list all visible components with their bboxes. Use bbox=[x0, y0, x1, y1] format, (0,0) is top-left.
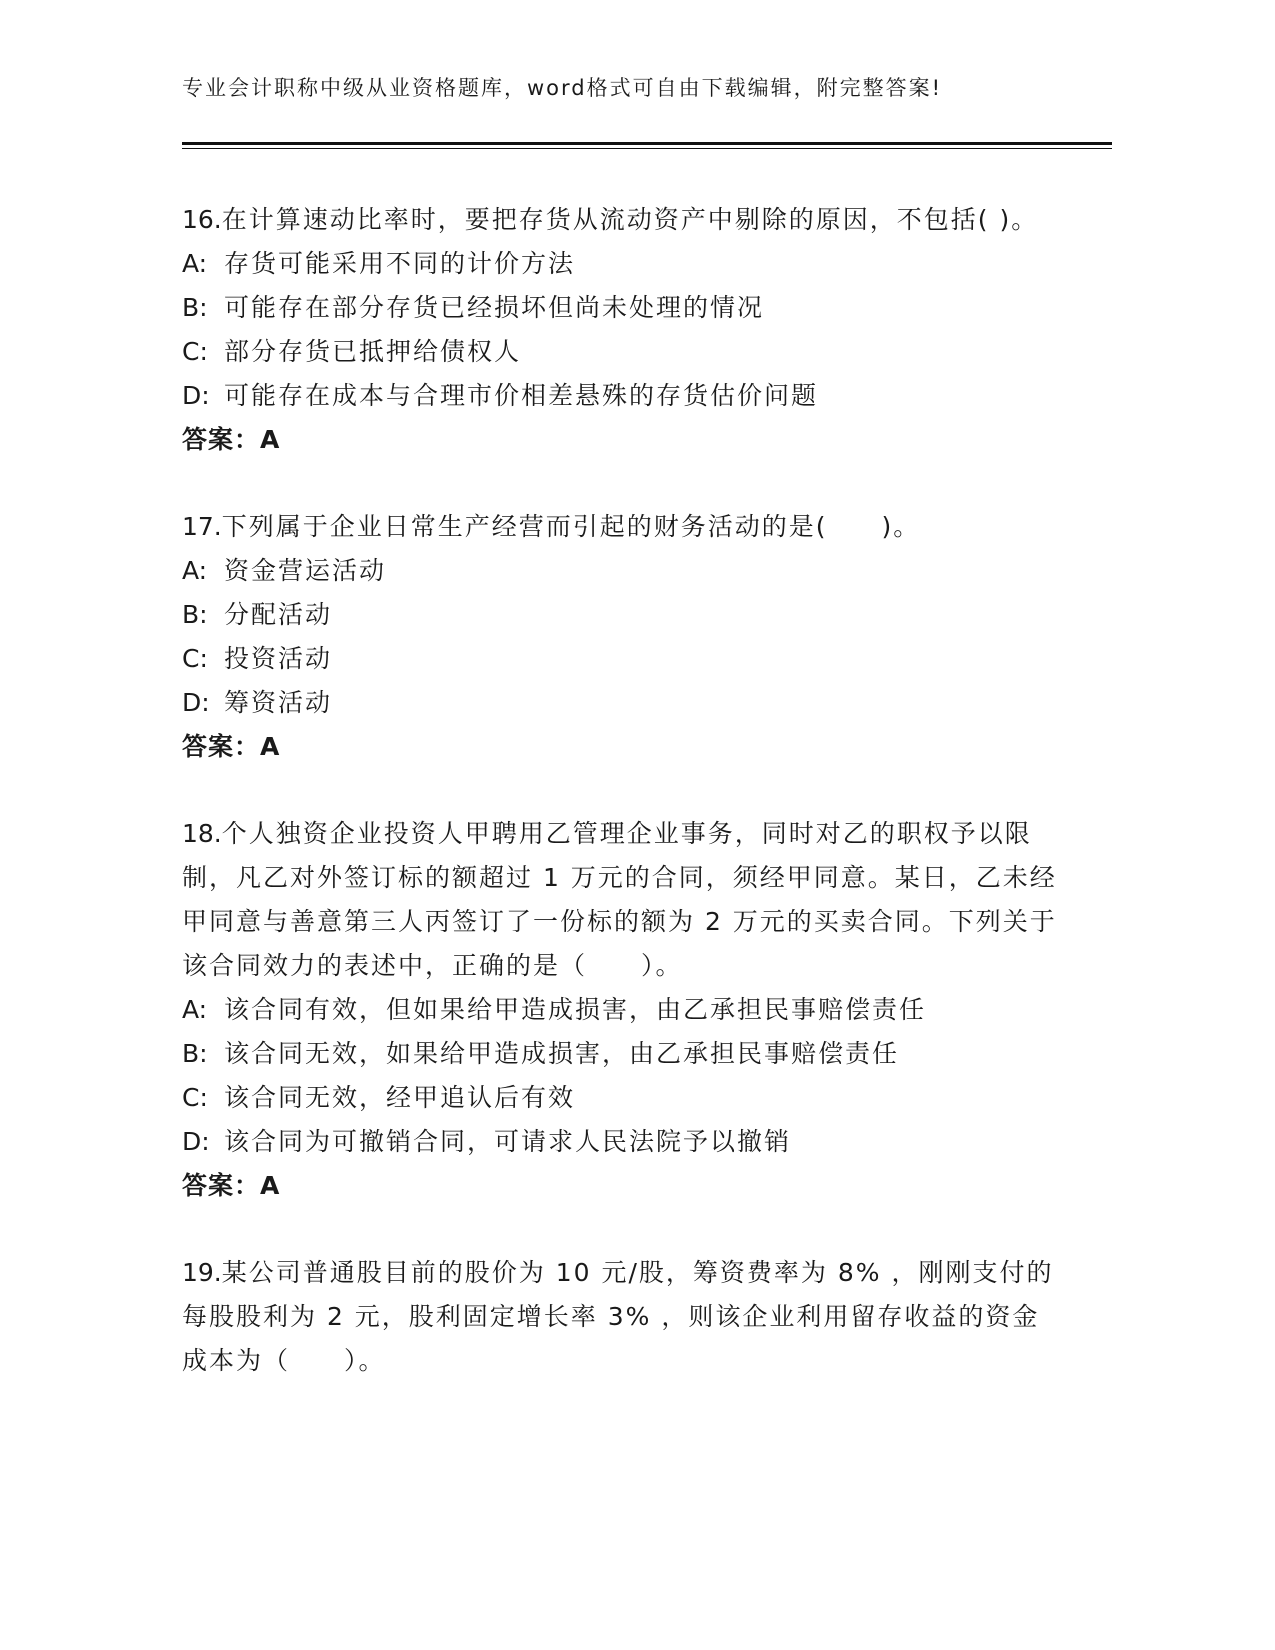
option-text: 该合同有效，但如果给甲造成损害，由乙承担民事赔偿责任 bbox=[224, 995, 927, 1024]
option-a bbox=[182, 242, 1062, 286]
option-text: 投资活动 bbox=[224, 644, 333, 673]
question-text bbox=[182, 505, 1062, 549]
option-letter: B: bbox=[182, 1039, 208, 1068]
option-text: 分配活动 bbox=[224, 600, 333, 629]
question-text bbox=[182, 812, 1062, 988]
answer: 答案：A bbox=[182, 425, 281, 454]
option-c bbox=[182, 330, 1062, 374]
option-text: 筹资活动 bbox=[224, 688, 333, 717]
page-header: 专业会计职称中级从业资格题库，word格式可自由下载编辑，附完整答案! bbox=[182, 76, 943, 100]
option-letter: D: bbox=[182, 688, 210, 717]
option-text: 该合同为可撤销合同，可请求人民法院予以撤销 bbox=[224, 1127, 792, 1156]
question-text bbox=[182, 1251, 1062, 1383]
question-text bbox=[182, 198, 1062, 242]
question-17 bbox=[182, 505, 1062, 769]
option-text: 部分存货已抵押给债权人 bbox=[224, 337, 522, 366]
option-text: 可能存在成本与合理市价相差悬殊的存货估价问题 bbox=[224, 381, 819, 410]
option-letter: D: bbox=[182, 1127, 210, 1156]
option-text: 可能存在部分存货已经损坏但尚未处理的情况 bbox=[224, 293, 765, 322]
option-letter: C: bbox=[182, 337, 208, 366]
option-letter: B: bbox=[182, 600, 208, 629]
option-letter: C: bbox=[182, 644, 208, 673]
option-letter: A: bbox=[182, 556, 208, 585]
question-number: 18. bbox=[182, 819, 222, 848]
question-body: 下列属于企业日常生产经营而引起的财务活动的是( )。 bbox=[221, 512, 921, 541]
option-d bbox=[182, 681, 1062, 725]
option-b bbox=[182, 286, 1062, 330]
question-body: 个人独资企业投资人甲聘用乙管理企业事务，同时对乙的职权予以限制，凡乙对外签订标的额超过 1 万元的合同，须经甲同意。某日，乙未经甲同意与善意第三人丙签订了一份标的额为 2 万元的买卖合同。下列关于该合同效力的表述中，正确的是（ ）。 bbox=[182, 819, 1057, 980]
header-rule-thick bbox=[182, 142, 1112, 145]
question-number: 17. bbox=[182, 512, 222, 541]
question-body: 某公司普通股目前的股价为 10 元/股，筹资费率为 8% ，刚刚支付的每股股利为 2 元，股利固定增长率 3% ，则该企业利用留存收益的资金成本为（ ）。 bbox=[182, 1258, 1054, 1375]
question-18 bbox=[182, 812, 1062, 1208]
option-letter: B: bbox=[182, 293, 208, 322]
answer: 答案：A bbox=[182, 1171, 281, 1200]
question-19 bbox=[182, 1251, 1062, 1383]
question-number: 19. bbox=[182, 1258, 222, 1287]
option-letter: A: bbox=[182, 995, 208, 1024]
option-letter: D: bbox=[182, 381, 210, 410]
answer: 答案：A bbox=[182, 732, 281, 761]
option-d bbox=[182, 1120, 1062, 1164]
option-c bbox=[182, 637, 1062, 681]
question-number: 16. bbox=[182, 205, 222, 234]
option-text: 存货可能采用不同的计价方法 bbox=[224, 249, 576, 278]
option-a bbox=[182, 549, 1062, 593]
option-b bbox=[182, 593, 1062, 637]
question-list bbox=[182, 198, 1062, 1426]
option-text: 该合同无效，经甲追认后有效 bbox=[224, 1083, 576, 1112]
option-letter: A: bbox=[182, 249, 208, 278]
option-text: 资金营运活动 bbox=[224, 556, 387, 585]
option-text: 该合同无效，如果给甲造成损害，由乙承担民事赔偿责任 bbox=[224, 1039, 900, 1068]
option-letter: C: bbox=[182, 1083, 208, 1112]
option-d bbox=[182, 374, 1062, 418]
question-body: 在计算速动比率时，要把存货从流动资产中剔除的原因，不包括( )。 bbox=[221, 205, 1039, 234]
option-b bbox=[182, 1032, 1062, 1076]
option-c bbox=[182, 1076, 1062, 1120]
header-rule-thin bbox=[182, 148, 1112, 149]
option-a bbox=[182, 988, 1062, 1032]
question-16 bbox=[182, 198, 1062, 462]
